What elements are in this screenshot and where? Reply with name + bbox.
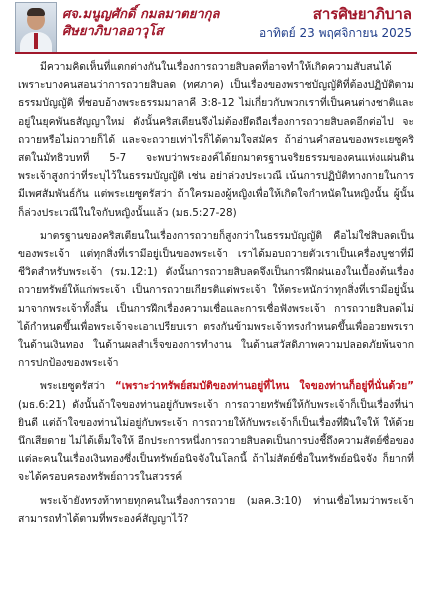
paragraph-1: มีความคิดเห็นที่แตกต่างกันในเรื่องการถวายสิบลดที่อาจทำให้เกิดความสับสนได้ เพราะบางคนสอนว่าการถวายสิบลด (ทศภาค) เป็นเรื่องของพราชบัญญัติที่ต้องปฏิบัติตามธรรมบัญญัติ ที่ชอบอ้างพระธรรมมาลาคี 3:8-12 ไม่เกี่ยวกับพวกเราที่เป็นคนต่างชาติและอยู่ในยุคพันธสัญญาใหม่ ดังนั้นคริสเตียนจึงไม่ต้องยึดถือเรื่องการถวายสิบลดอีกต่อไป จะถวายหรือไม่ถวายก็ได้ และจะถวายเท่าไรก็ได้ตามใจสมัคร ถ้าอ่านคำสอนของพระเยซูคริสตในมัทธิวบทที่ 5-7 จะพบว่าพระองค์ได้ยกมาตรฐานจริยธรรมของคนแห่งแผ่นดินพระเจ้าสูงกว่าที่ระบุไว้ในธรรมบัญญัติ เช่น อย่าล่วงประเวณี เน้นการปฏิบัติทางกายในการมีเพศสัมพันธ์กัน แต่พระเยซูตรัสว่า ถ้าใครมองผู้หญิงเพื่อให้เกิดใจกำหนัดในหญิงนั้น ผู้นั้นก็ล่วงประเวณีในใจกับหญิงนั้นแล้ว (มธ.5:27-28) — [18, 61, 414, 219]
page-header — [0, 0, 432, 60]
paragraph-3-lead: พระเยซูตรัสว่า — [40, 380, 115, 393]
paragraph-2: มาตรฐานของคริสเตียนในเรื่องการถวายก็สูงกว่าในธรรมบัญญัติ คือไม่ใช่สิบลดเป็นของพระเจ้า แต่ทุกสิ่งที่เรามีอยู่เป็นของพระเจ้า เราได้มอบถวายตัวเราเป็นเครื่องบูชาที่มีชีวิตสำหรับพระเจ้า (รม.12:1) ดังนั้นการถวายสิบลดจึงเป็นการฝึกฝนเองในเบื้องต้นเรื่องถวายทรัพย์ให้แก่พระเจ้า เป็นการถวายเกียรติแด่พระเจ้า ให้ตระหนักว่าทุกสิ่งที่เรามีอยู่นั้นมาจากพระเจ้าทั้งสิ้น เป็นการฝึกเรื่องความเชื่อและการเชื่อฟังพระเจ้า การถวายสิบลดไม่ได้กำหนดขึ้นเพื่อพระเจ้าจะเอาเปรียบเรา ตรงกันข้ามพระเจ้าทรงกำหนดขึ้นเพื่ออวยพรเราในด้านเงินทอง ในด้านผลสำเร็จของการทำงาน ในด้านสวัสดิภาพความปลอดภัยพ้นจากการปกป้องของพระเจ้า — [18, 229, 414, 370]
scripture-quote: “เพราะว่าทรัพย์สมบัติของท่านอยู่ที่ไหน ใจของท่านก็อยู่ที่นั่นด้วย” — [114, 380, 414, 393]
author-role: ศิษยาภิบาลอาวุโส — [62, 24, 164, 39]
author-name: ศจ.มนูญศักดิ์ กมลมาตยากุล — [62, 7, 220, 22]
paragraph-3-rest: (มธ.6:21) ดังนั้นถ้าใจของท่านอยู่กับพระเจ้า การถวายทรัพย์ให้กับพระเจ้าก็เป็นเรื่องที่น่ายินดี แต่ถ้าใจของท่านไม่อยู่กับพระเจ้า การถวายให้กับพระเจ้าก็เป็นเรื่องที่ฝืนใจให้ ให้ด้วยนึกเสียดาย ไม่ได้เต็มใจให้ อีกประการหนึ่งการถวายสิบลดเป็นการบ่งชี้ถึงความสัตย์ซื่อของแต่ละคนในเรื่องเงินทองซึ่งเป็นทรัพย์อนิจจังในโลกนี้ ถ้าไม่สัตย์ซื่อในทรัพย์อนิจจัง ก็ยากที่จะได้ครอบครองทรัพย์ถาวรในสวรรค์ — [18, 398, 414, 484]
publication-date: อาทิตย์ 23 พฤศจิกายน 2025 — [259, 26, 412, 40]
paragraph-4: พระเจ้ายังทรงท้าทายทุกคนในเรื่องการถวาย (มลค.3:10) ท่านเชื่อไหมว่าพระเจ้าสามารถทำได้ตามที่พระองค์สัญญาไว้? — [18, 494, 414, 525]
article-body — [18, 58, 414, 533]
publication-block — [259, 4, 412, 42]
publication-title: สารศิษยาภิบาล — [312, 5, 412, 23]
paragraph-3 — [18, 377, 414, 486]
author-block — [62, 6, 220, 40]
header-divider — [15, 52, 417, 54]
author-photo — [15, 2, 57, 54]
